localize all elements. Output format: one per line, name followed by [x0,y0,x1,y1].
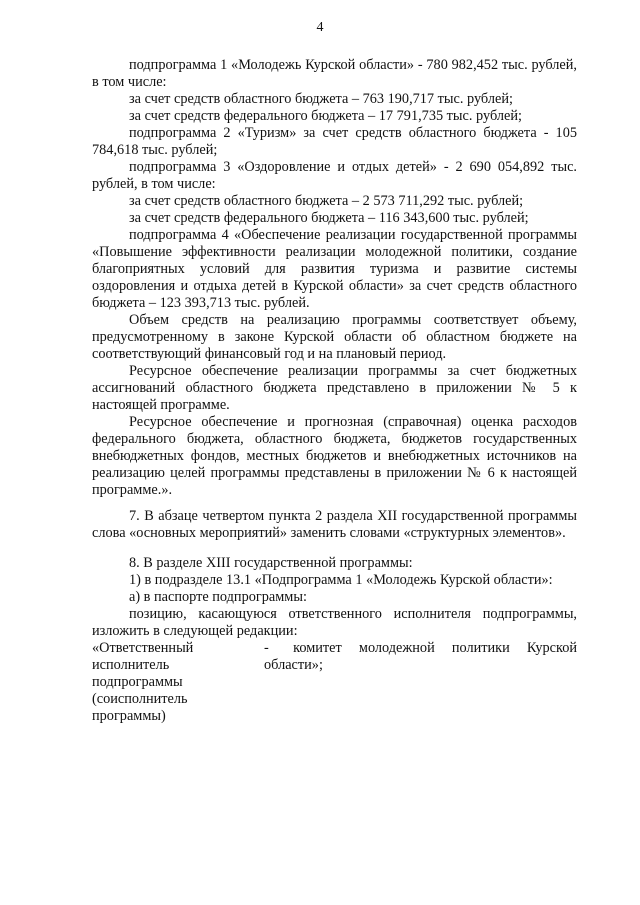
paragraph: за счет средств федерального бюджета – 17 791,735 тыс. рублей; [129,108,522,124]
paragraph: за счет средств областного бюджета – 2 573 711,292 тыс. рублей; [129,193,524,209]
passport-table-label [92,640,264,725]
paragraph-item-7: 7. В абзаце четвертом пункта 2 раздела XII государственной программы слова «основных мероприятий» заменить словами «структурных элементов». [92,508,577,541]
value-text: комитет молодежной политики Курской области»; [264,640,578,673]
label-line: «Ответственный [92,640,194,656]
paragraph: подпрограмма 2 «Туризм» за счет средств областного бюджета - 105 784,618 тыс. рублей; [92,125,577,158]
label-line: исполнитель [92,657,170,673]
paragraph: позицию, касающуюся ответственного исполнителя подпрограммы, изложить в следующей редакции: [92,606,577,639]
label-line: подпрограммы [92,674,183,690]
paragraph: а) в паспорте подпрограммы: [129,589,307,605]
paragraph: Ресурсное обеспечение реализации программы за счет бюджетных ассигнований областного бюджета представлено в приложении № 5 к настоящей программе. [92,363,577,413]
document-body [92,57,577,725]
dash: - [264,640,269,656]
paragraph: за счет средств областного бюджета – 763 190,717 тыс. рублей; [129,91,513,107]
label-line: программы) [92,708,166,724]
paragraph: подпрограмма 4 «Обеспечение реализации государственной программы «Повышение эффективности реализации молодежной политики, создание благоприятных условий для развития туризма и развитие системы оздоровления и отдыха детей в Курской области» за счет средств областного бюджета – 123 393,713 тыс. рублей. [92,227,577,311]
paragraph-item-8: 8. В разделе XIII государственной программы: [129,555,413,571]
passport-table-row [92,640,577,725]
label-line: (соисполнитель [92,691,188,707]
paragraph: подпрограмма 1 «Молодежь Курской области» - 780 982,452 тыс. рублей, в том числе: [92,57,577,90]
page-number: 4 [316,20,324,35]
paragraph: 1) в подразделе 13.1 «Подпрограмма 1 «Молодежь Курской области»: [129,572,553,588]
paragraph: за счет средств федерального бюджета – 116 343,600 тыс. рублей; [129,210,529,226]
paragraph: Объем средств на реализацию программы соответствует объему, предусмотренному в законе Курской области об областном бюджете на соответствующий финансовый год и на плановый период. [92,312,577,362]
paragraph: Ресурсное обеспечение и прогнозная (справочная) оценка расходов федерального бюджета, областного бюджета, бюджетов государственных внебюджетных фондов, местных бюджетов и внебюджетных источников на реализацию целей программы представлены в приложении № 6 к настоящей программе.». [92,414,577,498]
passport-table-value [264,640,577,725]
paragraph: подпрограмма 3 «Оздоровление и отдых детей» - 2 690 054,892 тыс. рублей, в том числе: [92,159,577,192]
